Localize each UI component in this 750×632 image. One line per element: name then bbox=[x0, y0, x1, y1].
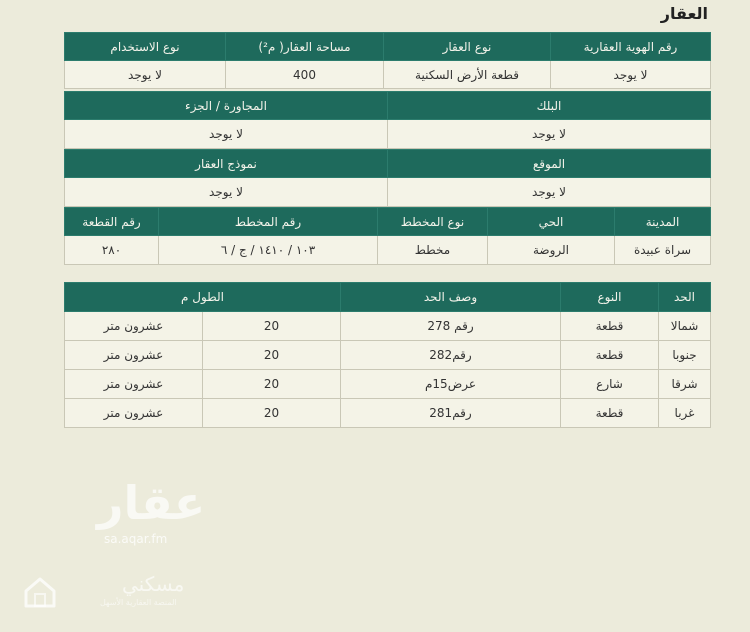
boundary-length-text: عشرون متر bbox=[65, 370, 203, 399]
aqar-watermark-url: sa.aqar.fm bbox=[104, 532, 168, 546]
value-location: لا يوجد bbox=[388, 178, 711, 207]
page-title: العقار bbox=[660, 4, 708, 23]
header-block: البلك bbox=[388, 92, 711, 120]
plan-table bbox=[64, 207, 711, 265]
value-property-area: 400 bbox=[226, 61, 384, 89]
header-neighborhood-part: المجاورة / الجزء bbox=[65, 92, 388, 120]
header-district: الحي bbox=[488, 208, 615, 236]
house-icon bbox=[22, 574, 58, 610]
value-plan-number: ١٠٣ / ١٤١٠ / ج / ٦ bbox=[159, 236, 378, 265]
value-property-model: لا يوجد bbox=[65, 178, 388, 207]
table-row bbox=[65, 312, 711, 341]
header-city: المدينة bbox=[615, 208, 711, 236]
boundary-type: قطعة bbox=[561, 399, 659, 428]
value-block: لا يوجد bbox=[388, 120, 711, 149]
header-plan-number: رقم المخطط bbox=[159, 208, 378, 236]
boundary-side: جنوبا bbox=[659, 341, 711, 370]
boundary-length-number: 20 bbox=[203, 341, 341, 370]
header-plan-type: نوع المخطط bbox=[378, 208, 488, 236]
value-plan-type: مخطط bbox=[378, 236, 488, 265]
header-property-id: رقم الهوية العقارية bbox=[551, 33, 711, 61]
header-property-type: نوع العقار bbox=[384, 33, 551, 61]
masakni-watermark: مسكني bbox=[122, 572, 185, 596]
header-boundary-side: الحد bbox=[659, 283, 711, 312]
header-property-model: نموذج العقار bbox=[65, 150, 388, 178]
block-table bbox=[64, 91, 711, 149]
boundary-type: شارع bbox=[561, 370, 659, 399]
table-row bbox=[65, 399, 711, 428]
boundary-type: قطعة bbox=[561, 312, 659, 341]
masakni-watermark-subtitle: المنصة العقارية الأسهل bbox=[100, 598, 177, 607]
boundary-length-number: 20 bbox=[203, 312, 341, 341]
boundary-desc: رقم281 bbox=[341, 399, 561, 428]
header-property-area: مساحة العقار( م²) bbox=[226, 33, 384, 61]
header-location: الموقع bbox=[388, 150, 711, 178]
header-usage-type: نوع الاستخدام bbox=[65, 33, 226, 61]
boundary-type: قطعة bbox=[561, 341, 659, 370]
boundary-side: شرقا bbox=[659, 370, 711, 399]
header-boundary-length: الطول م bbox=[65, 283, 341, 312]
value-usage-type: لا يوجد bbox=[65, 61, 226, 89]
boundary-side: غربا bbox=[659, 399, 711, 428]
boundary-desc: عرض15م bbox=[341, 370, 561, 399]
header-plot-number: رقم القطعة bbox=[65, 208, 159, 236]
table-row bbox=[65, 341, 711, 370]
boundary-desc: رقم282 bbox=[341, 341, 561, 370]
header-boundary-desc: وصف الحد bbox=[341, 283, 561, 312]
boundary-length-text: عشرون متر bbox=[65, 399, 203, 428]
value-neighborhood-part: لا يوجد bbox=[65, 120, 388, 149]
boundary-length-text: عشرون متر bbox=[65, 312, 203, 341]
boundary-length-number: 20 bbox=[203, 370, 341, 399]
value-city: سراة عبيدة bbox=[615, 236, 711, 265]
location-table bbox=[64, 149, 711, 207]
boundary-desc: رقم 278 bbox=[341, 312, 561, 341]
value-property-id: لا يوجد bbox=[551, 61, 711, 89]
value-property-type: قطعة الأرض السكنية bbox=[384, 61, 551, 89]
header-boundary-type: النوع bbox=[561, 283, 659, 312]
value-plot-number: ٢٨٠ bbox=[65, 236, 159, 265]
boundary-length-number: 20 bbox=[203, 399, 341, 428]
aqar-watermark-logo: عقار bbox=[97, 476, 206, 530]
table-row bbox=[65, 370, 711, 399]
value-district: الروضة bbox=[488, 236, 615, 265]
boundaries-table bbox=[64, 282, 711, 428]
property-id-table bbox=[64, 32, 711, 89]
boundary-length-text: عشرون متر bbox=[65, 341, 203, 370]
boundary-side: شمالا bbox=[659, 312, 711, 341]
